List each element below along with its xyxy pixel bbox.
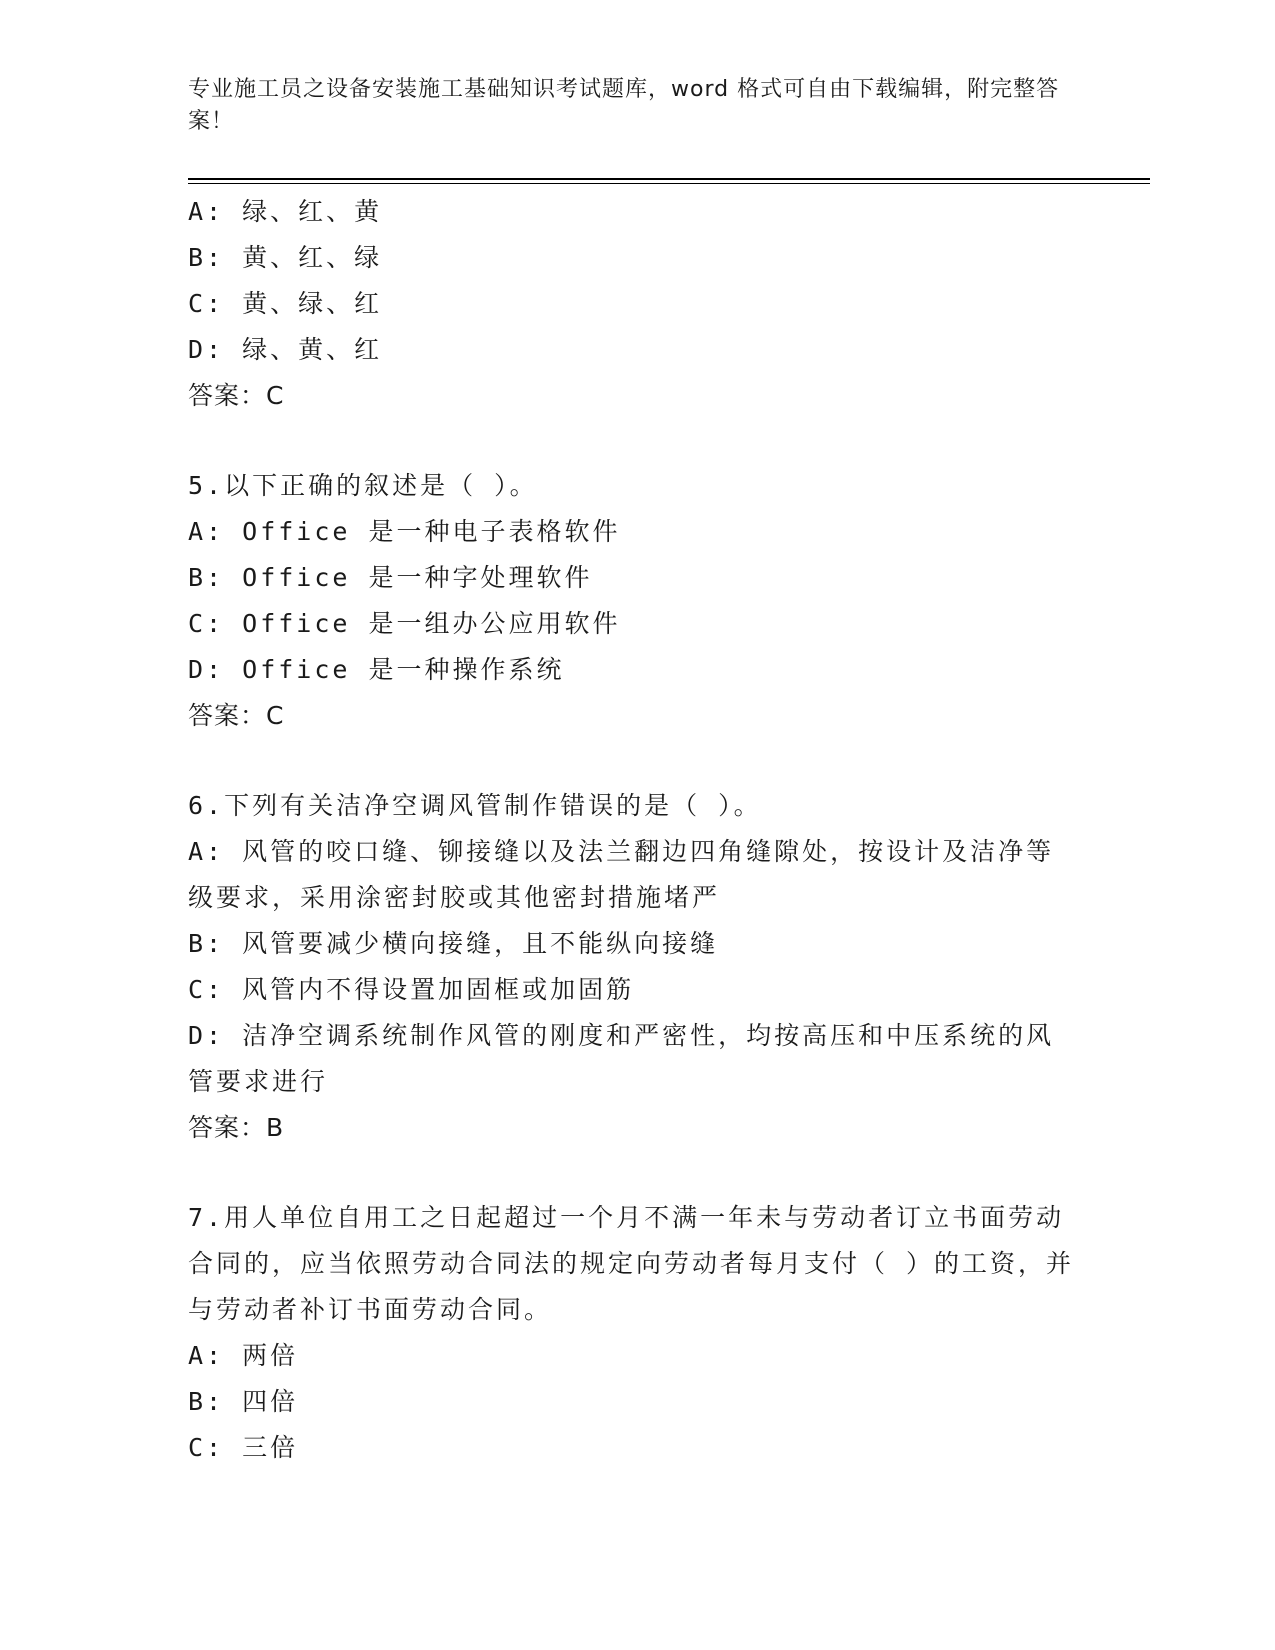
option-a: A: 风管的咬口缝、铆接缝以及法兰翻边四角缝隙处，按设计及洁净等级要求，采用涂密封胶或其他密封措施堵严 bbox=[188, 837, 1055, 912]
option-c: C: 黄、绿、红 bbox=[188, 289, 383, 318]
question-block-7 bbox=[188, 1195, 1078, 1471]
option-a: A: 两倍 bbox=[188, 1341, 299, 1370]
option-c: C: 风管内不得设置加固框或加固筋 bbox=[188, 975, 635, 1004]
option-d: D: Office 是一种操作系统 bbox=[188, 655, 565, 684]
option-b: B: 黄、红、绿 bbox=[188, 243, 383, 272]
question-block-4 bbox=[188, 189, 1078, 419]
answer-line: 答案：C bbox=[188, 701, 285, 730]
document-header: 专业施工员之设备安装施工基础知识考试题库，word 格式可自由下载编辑，附完整答案！ bbox=[188, 77, 1060, 134]
option-c: C: Office 是一组办公应用软件 bbox=[188, 609, 621, 638]
question-list bbox=[188, 189, 1078, 1471]
option-c: C: 三倍 bbox=[188, 1433, 299, 1462]
option-b: B: 风管要减少横向接缝，且不能纵向接缝 bbox=[188, 929, 719, 958]
question-text: 5.以下正确的叙述是（ ）。 bbox=[188, 471, 538, 500]
option-a: A: 绿、红、黄 bbox=[188, 197, 383, 226]
answer-line: 答案：B bbox=[188, 1113, 285, 1142]
option-b: B: 四倍 bbox=[188, 1387, 299, 1416]
header-divider-thin bbox=[188, 183, 1150, 184]
answer-line: 答案：C bbox=[188, 381, 285, 410]
question-block-6 bbox=[188, 783, 1078, 1151]
option-d: D: 洁净空调系统制作风管的刚度和严密性，均按高压和中压系统的风管要求进行 bbox=[188, 1021, 1055, 1096]
question-text: 7.用人单位自用工之日起超过一个月不满一年未与劳动者订立书面劳动合同的，应当依照劳动合同法的规定向劳动者每月支付（ ）的工资，并与劳动者补订书面劳动合同。 bbox=[188, 1203, 1075, 1324]
option-b: B: Office 是一种字处理软件 bbox=[188, 563, 593, 592]
question-text: 6.下列有关洁净空调风管制作错误的是（ ）。 bbox=[188, 791, 762, 820]
option-a: A: Office 是一种电子表格软件 bbox=[188, 517, 621, 546]
question-block-5 bbox=[188, 463, 1078, 739]
header-divider-thick bbox=[188, 178, 1150, 180]
option-d: D: 绿、黄、红 bbox=[188, 335, 383, 364]
